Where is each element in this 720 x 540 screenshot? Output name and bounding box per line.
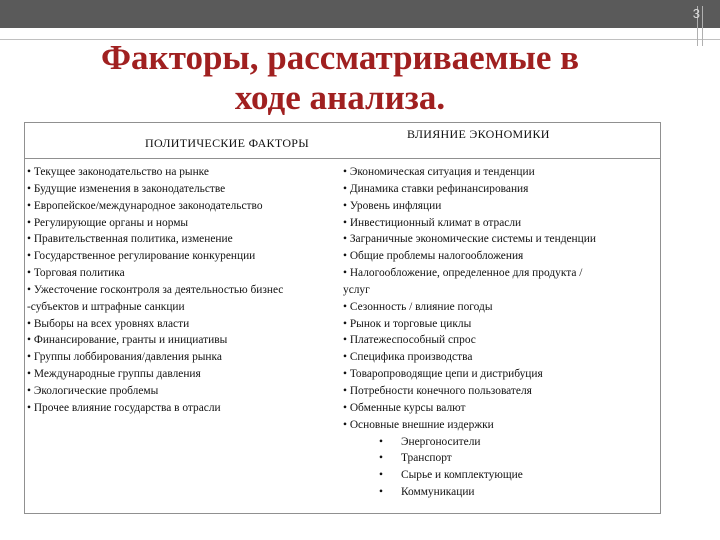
top-bar <box>0 0 720 28</box>
political-item: • Группы лоббирования/давления рынка <box>27 351 222 364</box>
external-cost-item <box>343 434 596 451</box>
political-item: • Будущие изменения в законодательстве <box>27 182 226 195</box>
economic-item: • Рынок и торговые циклы <box>343 317 472 330</box>
external-cost-item <box>343 467 596 484</box>
slide-title <box>40 38 640 118</box>
political-item: • Правительственная политика, изменение <box>27 233 233 246</box>
economic-item: • Платежеспособный спрос <box>343 334 476 347</box>
economic-item: • Уровень инфляции <box>343 199 442 212</box>
external-cost-item <box>343 450 596 467</box>
economic-item: услуг <box>343 283 370 296</box>
factors-table <box>24 122 661 514</box>
political-item: • Прочее влияние государства в отрасли <box>27 401 221 414</box>
title-line-2: ходе анализа. <box>234 78 446 117</box>
economic-item: • Основные внешние издержки <box>343 418 494 431</box>
slide-number: 3 <box>692 6 700 21</box>
political-item: • Международные группы давления <box>27 368 201 381</box>
external-cost-label: Коммуникации <box>401 486 475 499</box>
external-cost-label: Транспорт <box>401 452 452 465</box>
political-item: • Финансирование, гранты и инициативы <box>27 334 228 347</box>
economic-item: • Экономическая ситуация и тенденции <box>343 166 535 178</box>
external-cost-label: Сырье и комплектующие <box>401 469 523 482</box>
political-factors-column <box>27 164 283 417</box>
political-item: • Ужесточение госконтроля за деятельностью бизнес <box>27 283 284 296</box>
bullet-icon: • <box>379 435 383 448</box>
economic-item: • Инвестиционный климат в отрасли <box>343 216 522 229</box>
bullet-icon: • <box>379 452 383 465</box>
title-line-1: Факторы, рассматриваемые в <box>100 38 580 77</box>
political-item: • Экологические проблемы <box>27 384 159 397</box>
political-item: • Выборы на всех уровнях власти <box>27 317 190 330</box>
economic-item: • Потребности конечного пользователя <box>343 384 532 397</box>
bullet-icon: • <box>379 486 383 499</box>
external-cost-label: Энергоносители <box>401 435 481 448</box>
header-economic: ВЛИЯНИЕ ЭКОНОМИКИ <box>407 127 550 141</box>
economic-item: • Обменные курсы валют <box>343 401 466 414</box>
economic-item: • Общие проблемы налогообложения <box>343 250 524 263</box>
economic-factors-column <box>343 164 596 501</box>
header-political: ПОЛИТИЧЕСКИЕ ФАКТОРЫ <box>145 136 310 150</box>
external-cost-item <box>343 484 596 501</box>
bullet-icon: • <box>379 469 383 482</box>
political-item: -субъектов и штрафные санкции <box>27 300 185 313</box>
frame-line-vertical-2 <box>702 6 703 46</box>
political-item: • Торговая политика <box>27 267 125 280</box>
economic-item: • Динамика ставки рефинансирования <box>343 182 529 195</box>
political-item: • Европейское/международное законодательство <box>27 199 263 212</box>
economic-item: • Товаропроводящие цепи и дистрибуция <box>343 368 543 381</box>
economic-item: • Специфика производства <box>343 351 473 364</box>
table-header-row <box>25 123 660 159</box>
political-item: • Регулирующие органы и нормы <box>27 216 189 229</box>
economic-item: • Заграничные экономические системы и тенденции <box>343 233 596 246</box>
economic-item: • Сезонность / влияние погоды <box>343 300 493 313</box>
economic-item: • Налогообложение, определенное для продукта / <box>343 267 583 280</box>
political-item: • Государственное регулирование конкуренции <box>27 250 256 263</box>
political-item: • Текущее законодательство на рынке <box>27 166 209 178</box>
